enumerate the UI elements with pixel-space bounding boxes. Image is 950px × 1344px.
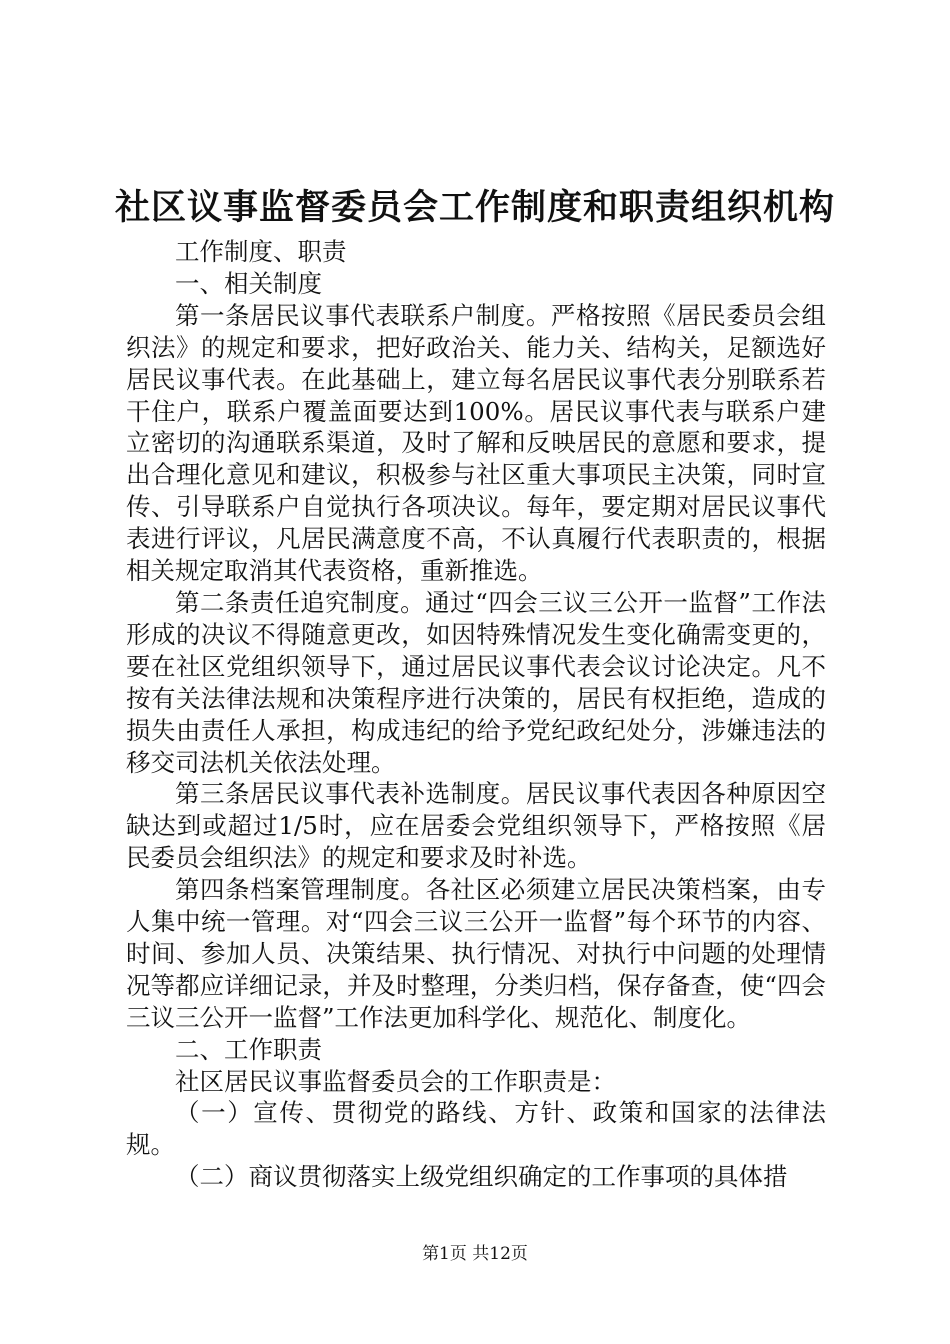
list-item: （一）宣传、贯彻党的路线、方针、政策和国家的法律法规。 <box>126 1098 826 1160</box>
page-number-footer: 第1页 共12页 <box>422 1244 528 1264</box>
paragraph: 社区居民议事监督委员会的工作职责是： <box>175 1066 616 1096</box>
paragraph: 第四条档案管理制度。各社区必须建立居民决策档案，由专人集中统一管理。对“四会三议三公开一监督”每个环节的内容、时间、参加人员、决策结果、执行情况、对执行中问题的处理情况等都应详细记录，并及时整理，分类归档，保存备查，使“四会三议三公开一监督”工作法更加科学化、规范化、制度化。 <box>126 875 826 1032</box>
section-heading: 二、工作职责 <box>175 1034 322 1064</box>
section-heading: 一、相关制度 <box>175 268 322 298</box>
document-title: 社区议事监督委员会工作制度和职责组织机构 <box>114 187 835 228</box>
paragraph: 第一条居民议事代表联系户制度。严格按照《居民委员会组织法》的规定和要求，把好政治关、能力关、结构关，足额选好居民议事代表。在此基础上，建立每名居民议事代表分别联系若干住户，联系户覆盖面要达到100%。居民议事代表与联系户建立密切的沟通联系渠道，及时了解和反映居民的意愿和要求，提出合理化意见和建议，积极参与社区重大事项民主决策，同时宣传、引导联系户自觉执行各项决议。每年，要定期对居民议事代表进行评议，凡居民满意度不高，不认真履行代表职责的，根据相关规定取消其代表资格，重新推选。 <box>126 300 826 586</box>
paragraph: 第二条责任追究制度。通过“四会三议三公开一监督”工作法形成的决议不得随意更改，如因特殊情况发生变化确需变更的，要在社区党组织领导下，通过居民议事代表会议讨论决定。凡不按有关法律法规和决策程序进行决策的，居民有权拒绝，造成的损失由责任人承担，构成违纪的给予党纪政纪处分，涉嫌违法的移交司法机关依法处理。 <box>126 587 826 777</box>
document-body <box>126 236 826 1193</box>
section-heading: 工作制度、职责 <box>175 237 347 266</box>
paragraph: 第三条居民议事代表补选制度。居民议事代表因各种原因空缺达到或超过1/5时，应在居委会党组织领导下，严格按照《居民委员会组织法》的规定和要求及时补选。 <box>126 779 826 873</box>
list-item: （二）商议贯彻落实上级党组织确定的工作事项的具体措 <box>175 1162 788 1192</box>
